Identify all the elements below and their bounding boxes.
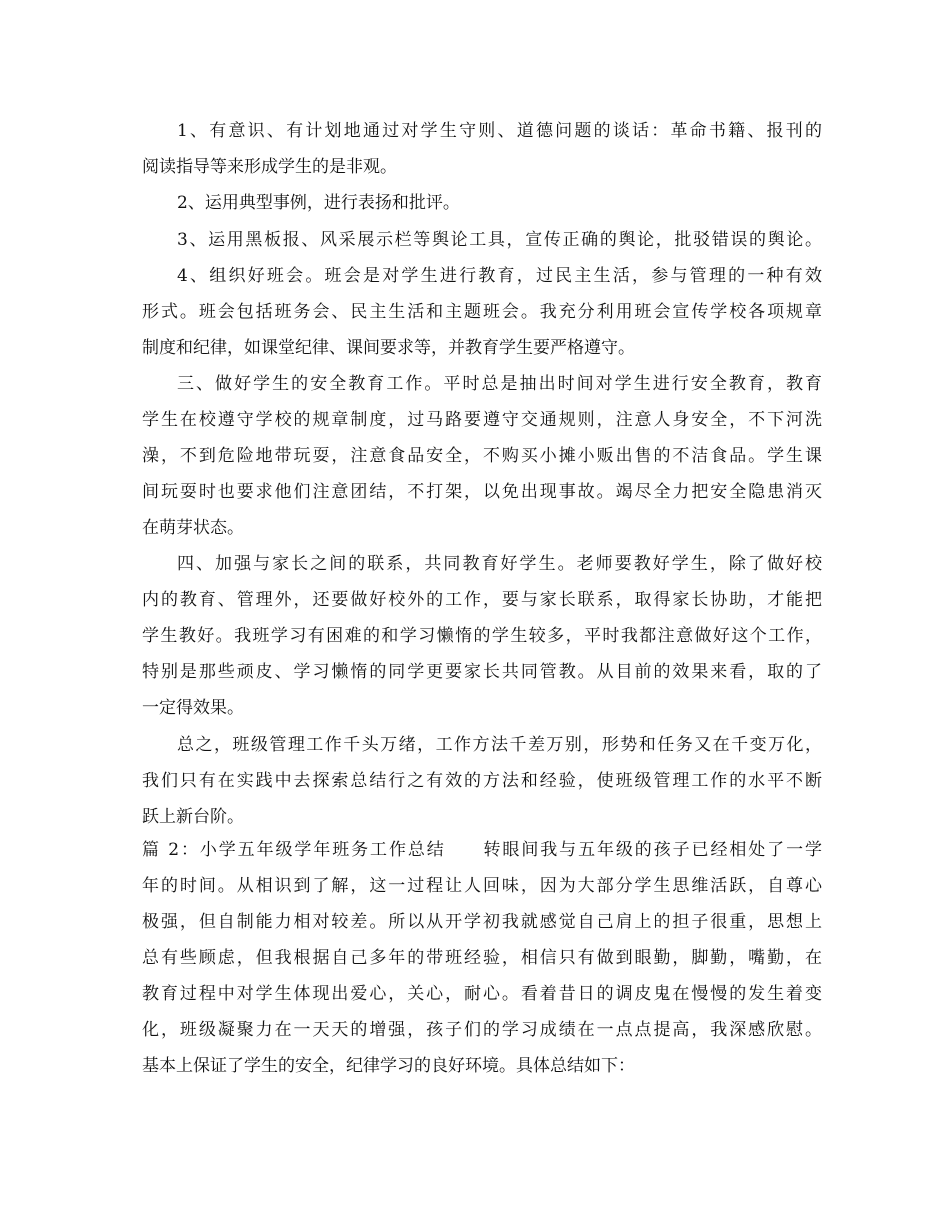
text-line: 形式。班会包括班务会、民主生活和主题班会。我充分利用班会宣传学校各项规章 [142,302,822,322]
text-line: 年的时间。从相识到了解，这一过程让人回味，因为大部分学生思维活跃，自尊心 [142,876,822,896]
text-line: 4、组织好班会。班会是对学生进行教育，过民主生活，参与管理的一种有效 [177,266,822,286]
text-line: 特别是那些顽皮、学习懒惰的同学更要家长共同管教。从目前的效果来看，取的了 [142,662,822,682]
text-line: 我们只有在实践中去探索总结行之有效的方法和经验，使班级管理工作的水平不断 [142,771,822,791]
text-line: 学生在校遵守学校的规章制度，过马路要遵守交通规则，注意人身安全，不下河洗 [142,410,822,430]
text-line: 基本上保证了学生的安全，纪律学习的良好环境。具体总结如下： [142,1056,635,1076]
text-line: 四、加强与家长之间的联系，共同教育好学生。老师要教好学生，除了做好校 [177,554,822,574]
text-line: 教育过程中对学生体现出爱心，关心，耐心。看着昔日的调皮鬼在慢慢的发生着变 [142,984,822,1004]
text-line: 在萌芽状态。 [142,518,244,538]
text-line: 1、有意识、有计划地通过对学生守则、道德问题的谈话：革命书籍、报刊的 [177,121,822,141]
text-line: 极强，但自制能力相对较差。所以从开学初我就感觉自己肩上的担子很重，思想上 [142,912,822,932]
text-line: 制度和纪律，如课堂纪律、课间要求等，并教育学生要严格遵守。 [142,338,635,358]
text-line: 澡，不到危险地带玩耍，注意食品安全，不购买小摊小贩出售的不洁食品。学生课 [142,446,822,466]
text-line: 化，班级凝聚力在一天天的增强，孩子们的学习成绩在一点点提高，我深感欣慰。 [142,1020,822,1040]
text-line: 3、运用黑板报、风采展示栏等舆论工具，宣传正确的舆论，批驳错误的舆论。 [177,230,822,250]
text-line: 间玩耍时也要求他们注意团结，不打架，以免出现事故。竭尽全力把安全隐患消灭 [142,482,822,502]
text-line: 三、做好学生的安全教育工作。平时总是抽出时间对学生进行安全教育，教育 [177,374,822,394]
text-line: 2、运用典型事例，进行表扬和批评。 [177,193,460,213]
text-line: 总之，班级管理工作千头万绪，工作方法千差万别，形势和任务又在千变万化， [177,735,822,755]
text-line: 篇 2：小学五年级学年班务工作总结 转眼间我与五年级的孩子已经相处了一学 [142,840,822,860]
text-line: 阅读指导等来形成学生的是非观。 [142,157,397,177]
text-line: 一定得效果。 [142,698,244,718]
text-line: 总有些顾虑，但我根据自己多年的带班经验，相信只有做到眼勤，脚勤，嘴勤，在 [142,948,822,968]
text-line: 学生教好。我班学习有困难的和学习懒惰的学生较多，平时我都注意做好这个工作， [142,626,822,646]
text-line: 跃上新台阶。 [142,807,244,827]
text-line: 内的教育、管理外，还要做好校外的工作，要与家长联系，取得家长协助，才能把 [142,590,822,610]
